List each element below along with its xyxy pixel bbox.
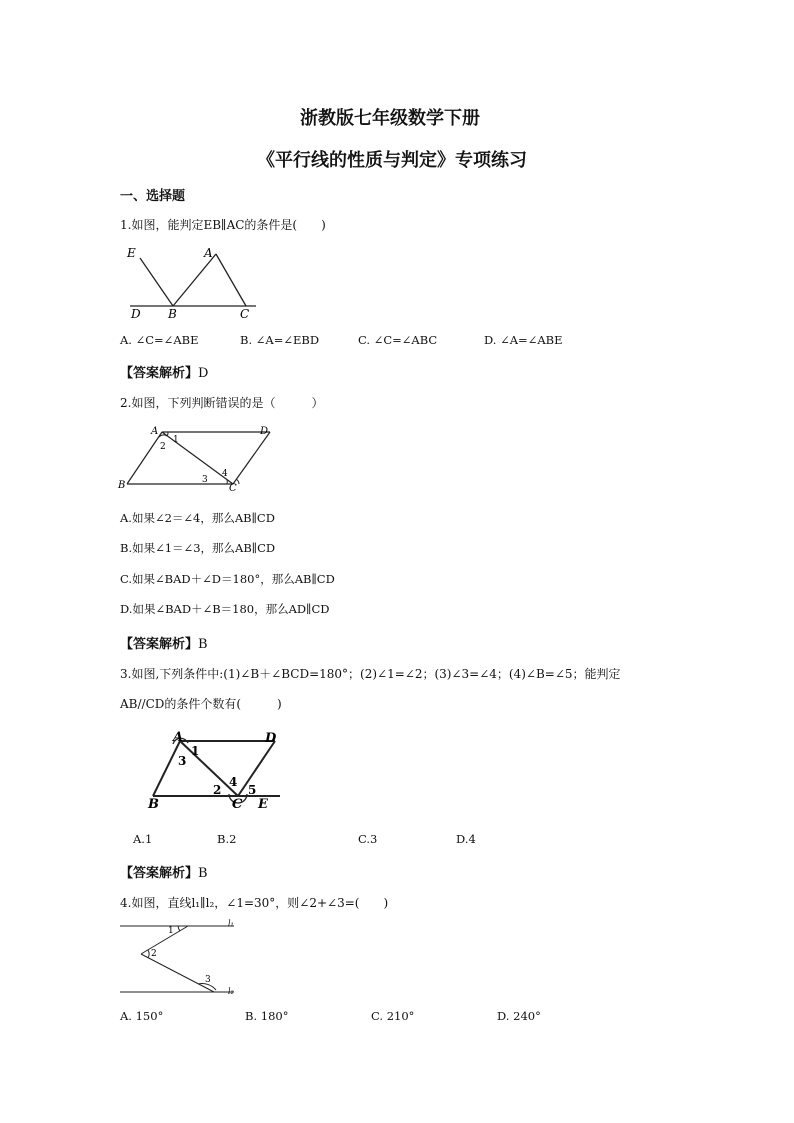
question-2-option-d: D.如果∠BAD＋∠B＝180，那么AD∥CD xyxy=(120,602,330,616)
fig3-label-e: E xyxy=(258,797,268,812)
fig3-label-c: C xyxy=(232,797,243,812)
fig4-label-2: 2 xyxy=(151,949,157,959)
question-3-option-c: C.3 xyxy=(358,832,378,846)
answer-label: 【答案解析】 xyxy=(120,637,199,652)
question-2-stem: 2.如图，下列判断错误的是（ ） xyxy=(120,396,324,410)
question-4-figure xyxy=(118,918,248,1000)
fig3-label-3: 3 xyxy=(178,754,187,768)
question-1-option-a: A. ∠C=∠ABE xyxy=(120,333,199,347)
answer-value: D xyxy=(198,366,209,381)
fig1-label-a: A xyxy=(204,246,213,260)
section-heading: 一、选择题 xyxy=(120,189,186,204)
fig2-label-a: A xyxy=(151,426,159,437)
question-4-option-a: A. 150° xyxy=(120,1009,164,1023)
question-1-option-c: C. ∠C=∠ABC xyxy=(358,333,438,347)
fig4-label-1: 1 xyxy=(168,926,174,936)
fig4-label-l2: l₂ xyxy=(228,987,234,996)
fig3-label-d: D xyxy=(265,731,277,746)
question-3-option-a: A.1 xyxy=(133,832,153,846)
fig4-label-3: 3 xyxy=(205,975,211,985)
fig2-label-2: 2 xyxy=(160,442,166,452)
fig2-label-4: 4 xyxy=(222,469,228,479)
fig1-label-c: C xyxy=(240,307,250,321)
question-1-stem: 1.如图，能判定EB∥AC的条件是( ) xyxy=(120,218,326,232)
fig1-label-e: E xyxy=(127,246,136,260)
question-1-option-d: D. ∠A=∠ABE xyxy=(484,333,563,347)
question-3-stem-line2: AB//CD的条件个数有( ) xyxy=(120,697,282,711)
question-2-option-c: C.如果∠BAD＋∠D＝180°，那么AB∥CD xyxy=(120,572,335,586)
question-4-option-b: B. 180° xyxy=(245,1009,289,1023)
fig3-label-b: B xyxy=(148,797,159,812)
question-4-stem: 4.如图，直线l₁∥l₂，∠1=30°，则∠2+∠3=( ) xyxy=(120,896,389,910)
fig3-label-a: A xyxy=(173,730,184,745)
question-1-figure xyxy=(118,240,258,320)
fig2-label-c: C xyxy=(229,483,237,494)
question-2-figure xyxy=(118,420,278,495)
fig3-label-2: 2 xyxy=(213,783,222,797)
question-3-option-d: D.4 xyxy=(456,832,476,846)
fig4-label-l1: l₁ xyxy=(228,919,234,928)
fig2-label-d: D xyxy=(260,426,269,437)
question-2-answer xyxy=(120,633,208,652)
answer-label: 【答案解析】 xyxy=(120,866,199,881)
question-1-option-b: B. ∠A=∠EBD xyxy=(240,333,320,347)
question-3-figure xyxy=(140,724,285,814)
fig1-label-b: B xyxy=(168,307,177,321)
question-4-option-d: D. 240° xyxy=(497,1009,541,1023)
question-3-option-b: B.2 xyxy=(217,832,237,846)
page-title: 浙教版七年级数学下册 xyxy=(300,108,480,129)
answer-value: B xyxy=(198,637,208,652)
page-subtitle: 《平行线的性质与判定》专项练习 xyxy=(257,150,527,171)
question-3-answer xyxy=(120,862,208,881)
fig3-label-4: 4 xyxy=(229,775,238,789)
fig3-label-1: 1 xyxy=(191,744,200,758)
fig2-label-1: 1 xyxy=(173,435,179,445)
question-2-option-a: A.如果∠2＝∠4，那么AB∥CD xyxy=(120,511,275,525)
question-2-option-b: B.如果∠1＝∠3，那么AB∥CD xyxy=(120,541,276,555)
fig3-label-5: 5 xyxy=(248,783,257,797)
question-1-answer xyxy=(120,362,208,381)
question-3-stem-line1: 3.如图,下列条件中:(1)∠B＋∠BCD=180°；(2)∠1=∠2；(3)∠3=∠4；(4)∠B=∠5；能判定 xyxy=(120,667,621,681)
fig2-label-3: 3 xyxy=(202,475,208,485)
question-4-option-c: C. 210° xyxy=(371,1009,415,1023)
answer-label: 【答案解析】 xyxy=(120,366,199,381)
fig2-label-b: B xyxy=(118,480,126,491)
answer-value: B xyxy=(198,866,208,881)
fig1-label-d: D xyxy=(131,307,141,321)
